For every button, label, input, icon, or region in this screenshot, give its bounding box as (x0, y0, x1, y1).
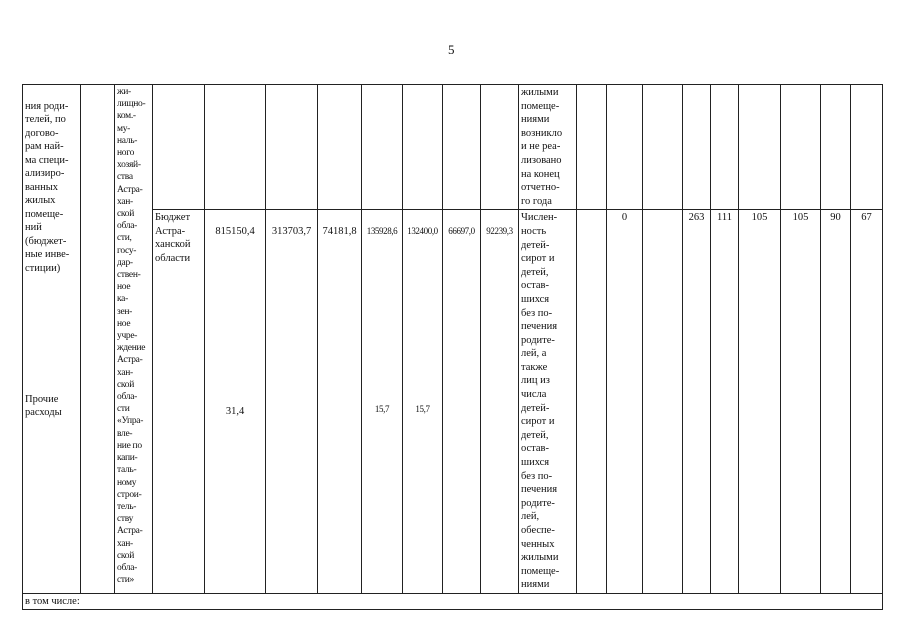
footer-cell: в том числе: (23, 593, 883, 610)
budget-value-3: 135928,6 (366, 225, 398, 236)
funding-source-cell: Бюджет Астра- ханской области (153, 210, 205, 594)
empty-cell (607, 85, 643, 210)
indicator-top-cell: жилыми помеще- ниями возникло и не реа- лизовано на конец отчетно- го года (519, 85, 577, 210)
empty-cell (81, 85, 115, 594)
indicator-value-4: 105 (781, 210, 821, 594)
budget-table (22, 84, 883, 610)
other-value-4: 15,7 (415, 404, 430, 415)
empty-cell (318, 85, 362, 210)
measure-name-text: ния роди- телей, по догово- рам най- ма специ- ализиро- ванных жилых помеще- ний (бюджет- ные инве- стиции) (25, 100, 70, 274)
empty-cell (643, 85, 683, 210)
budget-value-0: 815150,4 (215, 225, 255, 237)
other-value-3: 15,7 (374, 404, 390, 415)
empty-cell (577, 85, 607, 210)
empty-cell (851, 85, 883, 210)
other-value-0: 31,4 (225, 406, 245, 418)
page-number: 5 (448, 42, 455, 57)
table-row (23, 85, 883, 210)
indicator-value-5: 90 (821, 210, 851, 594)
empty-cell (153, 85, 205, 210)
empty-cell (205, 85, 266, 210)
empty-cell (781, 85, 821, 210)
empty-cell (683, 85, 711, 210)
value-cell (443, 210, 481, 594)
indicator-cell: Числен- ность детей- сирот и детей, остав- шихся без по- печения родите- лей, а также лиц из числа детей- сирот и детей, остав- шихся без по- печения родите- лей, обеспе- ченных жилыми помеще- ниями (519, 210, 577, 594)
empty-cell (739, 85, 781, 210)
measure-name-cell (23, 85, 81, 594)
budget-value-6: 92239,3 (486, 225, 513, 236)
budget-value-5: 66697,0 (448, 225, 475, 236)
empty-cell (577, 210, 607, 594)
value-cell (481, 210, 519, 594)
empty-cell (362, 85, 403, 210)
budget-value-1: 313703,7 (271, 225, 312, 237)
empty-cell (643, 210, 683, 594)
indicator-value-6: 67 (851, 210, 883, 594)
budget-value-2: 74181,8 (322, 225, 357, 237)
indicator-value-3: 105 (739, 210, 781, 594)
other-expenses-label: Прочие расходы (25, 393, 62, 418)
table-row (23, 593, 883, 610)
value-cell (318, 210, 362, 594)
indicator-value-0: 0 (607, 210, 643, 594)
empty-cell (711, 85, 739, 210)
executor-cell: жи- лищно- ком.- му- наль- ного хозяй- ства Астра- хан- ской обла- сти, госу- дар- ствен- ное ка- зен- ное учре- ждение Астра- хан- ской обла- сти «Упра- вле- ние по капи- таль- ному строи- тель- ству Астра- хан- ской обла- сти» (115, 85, 153, 594)
empty-cell (403, 85, 443, 210)
value-cell (403, 210, 443, 594)
value-cell (266, 210, 318, 594)
empty-cell (481, 85, 519, 210)
empty-cell (821, 85, 851, 210)
empty-cell (443, 85, 481, 210)
budget-value-4: 132400,0 (407, 225, 438, 236)
value-cell (362, 210, 403, 594)
indicator-value-1: 263 (683, 210, 711, 594)
value-cell (205, 210, 266, 594)
empty-cell (266, 85, 318, 210)
indicator-value-2: 111 (711, 210, 739, 594)
